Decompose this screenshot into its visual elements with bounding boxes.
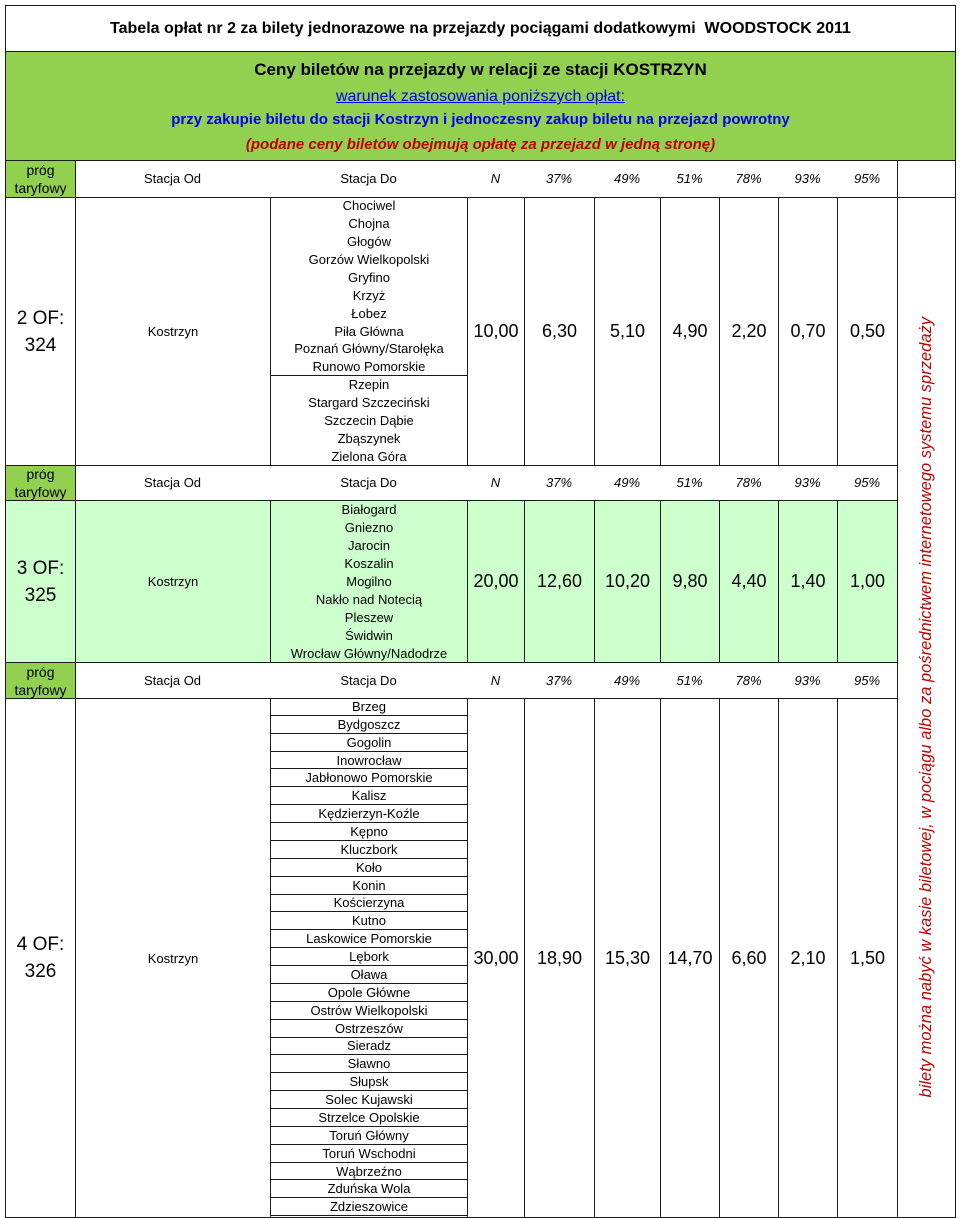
destination-station: Strzelce Opolskie [270,1109,468,1127]
destination-station: Kalisz [270,787,468,805]
header-fare-0: N [490,171,501,186]
destination-station: Chociwel [342,198,396,214]
header-fare-6: 95% [853,672,881,688]
header-fare-3: 51% [676,475,703,490]
destination-station: Kędzierzyn-Koźle [270,805,468,823]
destination-station: Laskowice Pomorskie [270,930,468,948]
tariff-code: 324 [24,334,57,356]
destination-station: Stargard Szczeciński [308,394,430,410]
destination-station: Rzepin [348,377,390,393]
header-fare-3: 51% [676,672,703,688]
fare-price-0: 10,00 [467,197,525,466]
threshold-header-cell: próg taryfowy [5,160,76,198]
destination-station: Zielona Góra [331,448,407,464]
destination-station: Oława [270,966,468,984]
destination-station: Bydgoszcz [270,716,468,734]
tariff-label: 2 OF: [16,307,65,329]
destination-station: Sieradz [270,1038,468,1056]
header-fare-2: 49% [613,475,641,490]
header-fare-1: 37% [545,672,573,688]
tariff-code: 325 [24,584,57,606]
destination-station: Zdzieszowice [270,1198,468,1216]
fare-price-4: 6,60 [719,698,779,1218]
header-fare-4: 78% [735,475,762,490]
header-fare-0: N [490,475,501,490]
fare-price-2: 10,20 [594,500,661,663]
header-fare-3: 51% [676,171,703,186]
destination-station: Gogolin [270,734,468,752]
side-note-cell [897,197,956,1218]
destination-station: Chojna [348,216,390,232]
from-station: Kostrzyn [75,500,271,663]
from-station: Kostrzyn [75,197,271,466]
destination-station: Inowrocław [270,752,468,770]
destination-station: Pleszew [344,609,394,625]
destination-station: Toruń Wschodni [270,1145,468,1163]
header-stacja-od: Stacja Od [143,672,202,688]
header-stacja-od: Stacja Od [143,171,202,186]
destination-station: Koło [270,859,468,877]
destination-station: Łobez [351,305,387,321]
fare-price-1: 12,60 [524,500,595,663]
header-fare-4: 78% [735,672,762,688]
fare-price-5: 2,10 [778,698,838,1218]
fare-price-1: 6,30 [524,197,595,466]
tariff-code: 326 [24,961,57,982]
header-stacja-do: Stacja Do [340,475,397,490]
threshold-header-cell: próg taryfowy [5,662,76,699]
from-station: Kostrzyn [75,698,271,1218]
fare-price-2: 15,30 [594,698,661,1218]
header-fare-2: 49% [613,171,641,186]
header-fare-0: N [490,672,501,688]
fare-price-5: 1,40 [778,500,838,663]
fare-price-3: 4,90 [660,197,720,466]
header-stacja-do: Stacja Do [340,672,397,688]
destination-station: Brzeg [270,698,468,716]
destination-station: Gorzów Wielkopolski [308,252,430,268]
destination-station: Gniezno [344,519,394,535]
condition-text: przy zakupie biletu do stacji Kostrzyn i jednoczesny zakup biletu na przejazd powrotny [171,111,790,128]
destination-station: Słupsk [270,1073,468,1091]
fare-price-3: 9,80 [660,500,720,663]
destination-station: Gryfino [348,269,390,285]
tariff-cell [5,197,76,466]
fare-price-3: 14,70 [660,698,720,1218]
tariff-cell [5,500,76,663]
destination-station: Jarocin [348,537,390,553]
header-fare-6: 95% [853,475,881,490]
fare-price-0: 30,00 [467,698,525,1218]
destination-station: Runowo Pomorskie [270,358,468,376]
destination-station: Kluczbork [270,841,468,859]
destination-station: Zduńska Wola [270,1180,468,1198]
destination-station: Opole Główne [270,984,468,1002]
destination-station: Sławno [270,1055,468,1073]
destination-station: Mogilno [346,573,392,589]
header-fare-4: 78% [735,171,762,186]
tariff-label: 4 OF: [16,934,65,955]
price-note: (podane ceny biletów obejmują opłatę za przejazd w jedną stronę) [245,136,716,153]
threshold-header-cell: próg taryfowy [5,465,76,501]
header-fare-5: 93% [794,672,821,688]
destination-station: Solec Kujawski [270,1091,468,1109]
destination-station: Lębork [270,948,468,966]
condition-label: warunek zastosowania poniższych opłat: [335,88,626,105]
fare-price-6: 1,50 [837,698,898,1218]
destination-station: Kępno [270,823,468,841]
destination-station: Głogów [346,234,392,250]
fare-price-6: 1,00 [837,500,898,663]
destination-station: Konin [270,877,468,895]
destination-station: Szczecin Dąbie [324,412,414,428]
header-stacja-od: Stacja Od [143,475,202,490]
header-fare-5: 93% [794,171,821,186]
tariff-label: 3 OF: [16,557,65,579]
header-fare-1: 37% [545,171,573,186]
header-fare-5: 93% [794,475,821,490]
destination-station: Zbąszynek [337,430,401,446]
destination-station: Jabłonowo Pomorskie [270,769,468,787]
destination-station: Białogard [341,501,397,517]
destination-station: Wąbrzeźno [270,1163,468,1181]
destination-station: Krzyż [352,287,386,303]
fare-price-6: 0,50 [837,197,898,466]
destination-station: Poznań Główny/Starołęka [294,341,444,357]
destination-station: Kościerzyna [270,895,468,913]
destination-station: Świdwin [345,627,393,643]
banner-heading: Ceny biletów na przejazdy w relacji ze stacji KOSTRZYN [254,60,707,79]
destination-station: Ostrzeszów [270,1020,468,1038]
tariff-cell [5,698,76,1218]
fare-price-4: 2,20 [719,197,779,466]
header-fare-2: 49% [613,672,641,688]
side-header-cell [897,160,956,198]
side-note: bilety można nabyć w kasie biletowej, w pociągu albo za pośrednictwem internetowego systemu sprzedaży [917,317,935,1098]
fare-price-5: 0,70 [778,197,838,466]
destination-station: Koszalin [344,555,394,571]
destination-station: Kutno [270,912,468,930]
table-title: Tabela opłat nr 2 za bilety jednorazowe na przejazdy pociągami dodatkowymi WOODSTOCK 2011 [5,5,956,52]
destination-station: Piła Główna [334,323,404,339]
destination-station: Toruń Główny [270,1127,468,1145]
header-fare-1: 37% [545,475,573,490]
destination-station: Nakło nad Notecią [315,591,423,607]
destination-station: Ostrów Wielkopolski [270,1002,468,1020]
destination-station: Wrocław Główny/Nadodrze [290,645,448,661]
fare-price-0: 20,00 [467,500,525,663]
header-stacja-do: Stacja Do [340,171,397,186]
fare-price-2: 5,10 [594,197,661,466]
fare-price-4: 4,40 [719,500,779,663]
header-fare-6: 95% [853,171,881,186]
fare-price-1: 18,90 [524,698,595,1218]
